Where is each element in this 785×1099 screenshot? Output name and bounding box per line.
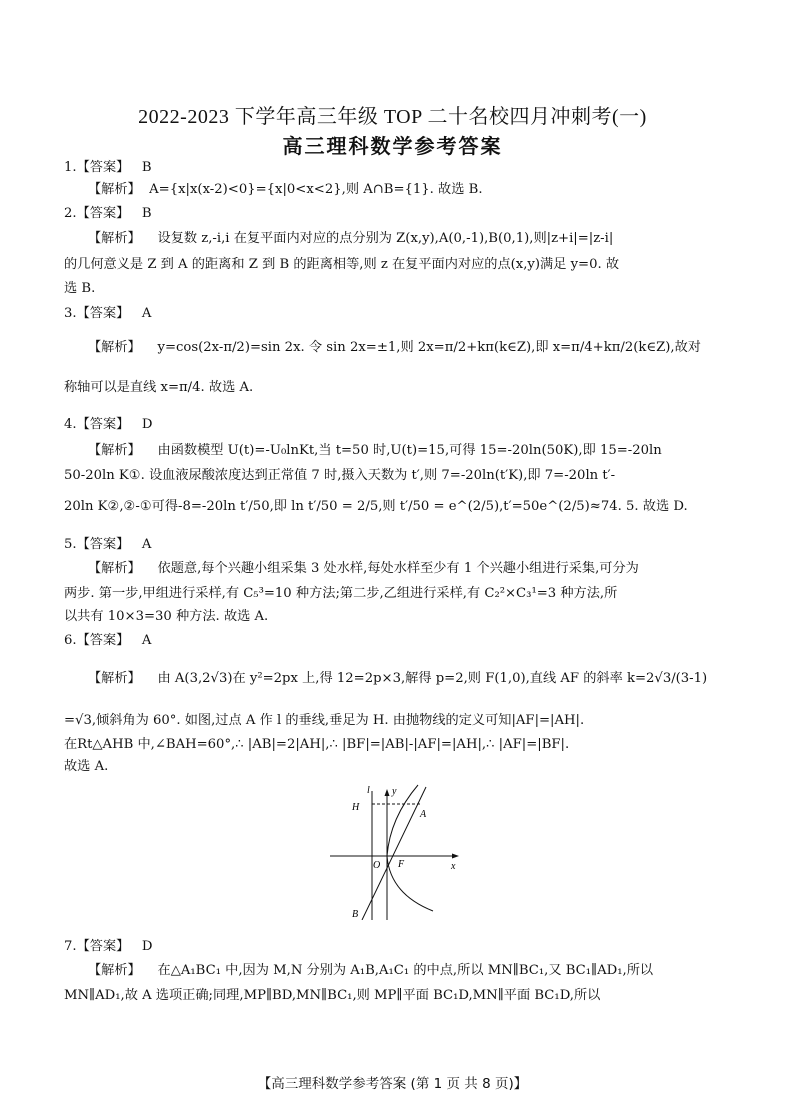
question-number: 3.	[64, 306, 77, 321]
q2-answer-row	[64, 204, 152, 224]
answer-label: 【答案】	[76, 160, 130, 175]
question-number: 5.	[64, 537, 77, 552]
analysis-label: 【解析】	[88, 671, 141, 686]
analysis-text: y=cos(2x-π/2)=sin 2x. 令 sin 2x=±1,则 2x=π/2+kπ(k∈Z),即 x=π/4+kπ/2(k∈Z),故对	[157, 340, 701, 355]
analysis-continuation: 故选 A.	[64, 759, 109, 774]
analysis-text: 由 A(3,2√3)在 y²=2px 上,得 12=2p×3,解得 p=2,则 F(1,0),直线 AF 的斜率 k=2√3/(3-1)	[157, 671, 708, 686]
q7-answer-row	[64, 937, 153, 957]
analysis-continuation: 以共有 10×3=30 种方法. 故选 A.	[64, 609, 269, 624]
answer-label: 【答案】	[76, 206, 130, 221]
answer-value: D	[141, 417, 153, 432]
q7-analysis-row	[88, 961, 765, 981]
analysis-text: A={x|x(x-2)<0}={x|0<x<2},则 A∩B={1}. 故选 B.	[149, 182, 483, 197]
y-axis-arrow	[385, 789, 390, 796]
q1-answer-row	[64, 158, 152, 178]
answer-value: A	[141, 537, 152, 552]
answer-label: 【答案】	[76, 633, 130, 648]
label-x: x	[451, 861, 456, 872]
question-number: 7.	[64, 939, 77, 954]
question-number: 4.	[64, 417, 77, 432]
analysis-continuation: 两步. 第一步,甲组进行采样,有 C₅³=10 种方法;第二步,乙组进行采样,有 C₂²×C₃¹=3 种方法,所	[64, 586, 618, 601]
analysis-text: 在△A₁BC₁ 中,因为 M,N 分别为 A₁B,A₁C₁ 的中点,所以 MN∥BC₁,又 BC₁∥AD₁,所以	[157, 963, 654, 978]
q3-answer-row	[64, 304, 151, 324]
q3-analysis-row	[88, 338, 765, 358]
label-a: A	[420, 809, 427, 820]
analysis-continuation: 20ln K②,②-①可得-8=-20ln t′/50,即 ln t′/50 = 2/5,则 t′/50 = e^(2/5),t′=50e^(2/5)≈74. 5. 故选 D.	[64, 499, 688, 514]
analysis-continuation: 在Rt△AHB 中,∠BAH=60°,∴ |AB|=2|AH|,∴ |BF|=|AB|-|AF|=|AH|,∴ |AF|=|BF|.	[64, 737, 570, 752]
answer-value: B	[141, 206, 152, 221]
analysis-label: 【解析】	[88, 182, 141, 197]
page-footer: 【高三理科数学参考答案 (第 1 页 共 8 页)】	[257, 1076, 528, 1092]
analysis-label: 【解析】	[88, 231, 141, 246]
answer-label: 【答案】	[76, 306, 130, 321]
q4-analysis-row	[88, 441, 765, 461]
question-number: 6.	[64, 633, 77, 648]
analysis-continuation: 50-20ln K①. 设血液尿酸浓度达到正常值 7 时,摄入天数为 t′,则 7=-20ln(t′K),即 7=-20ln t′-	[64, 468, 616, 483]
label-o: O	[373, 860, 381, 871]
answer-value: D	[141, 939, 153, 954]
answer-label: 【答案】	[76, 537, 130, 552]
question-number: 2.	[64, 206, 77, 221]
answer-label: 【答案】	[76, 939, 130, 954]
x-axis-arrow	[452, 854, 459, 859]
answer-value: A	[141, 633, 152, 648]
analysis-label: 【解析】	[88, 561, 141, 576]
document-title: 2022-2023 下学年高三年级 TOP 二十名校四月冲刺考(一)	[138, 106, 647, 128]
q2-analysis-row	[88, 229, 765, 249]
label-h: H	[352, 802, 360, 813]
question-number: 1.	[64, 160, 77, 175]
label-b: B	[352, 909, 359, 920]
analysis-text: 依题意,每个兴趣小组采集 3 处水样,每处水样至少有 1 个兴趣小组进行采集,可分为	[157, 561, 639, 576]
analysis-continuation: 称轴可以是直线 x=π/4. 故选 A.	[64, 380, 254, 395]
analysis-continuation: MN∥AD₁,故 A 选项正确;同理,MP∥BD,MN∥BC₁,则 MP∥平面 BC₁D,MN∥平面 BC₁D,所以	[64, 988, 601, 1003]
q5-analysis-row	[88, 559, 765, 579]
q1-analysis-row	[88, 180, 765, 200]
q4-answer-row	[64, 415, 153, 435]
analysis-continuation: =√3,倾斜角为 60°. 如图,过点 A 作 l 的垂线,垂足为 H. 由抛物线的定义可知|AF|=|AH|.	[64, 713, 585, 728]
label-f: F	[398, 859, 405, 870]
analysis-label: 【解析】	[88, 340, 141, 355]
analysis-label: 【解析】	[88, 443, 141, 458]
analysis-label: 【解析】	[88, 963, 141, 978]
document-subtitle: 高三理科数学参考答案	[282, 134, 503, 158]
answer-value: A	[141, 306, 152, 321]
answer-value: B	[141, 160, 152, 175]
q6-analysis-row	[88, 669, 765, 689]
analysis-continuation: 选 B.	[64, 281, 96, 296]
analysis-continuation: 的几何意义是 Z 到 A 的距离和 Z 到 B 的距离相等,则 z 在复平面内对应的点(x,y)满足 y=0. 故	[64, 257, 620, 272]
label-y: y	[392, 786, 397, 797]
parabola-figure	[328, 783, 463, 920]
q5-answer-row	[64, 535, 151, 555]
label-l: l	[367, 785, 370, 796]
analysis-text: 设复数 z,-i,i 在复平面内对应的点分别为 Z(x,y),A(0,-1),B(0,1),则|z+i|=|z-i|	[157, 231, 614, 246]
q6-answer-row	[64, 631, 151, 651]
analysis-text: 由函数模型 U(t)=-U₀lnKt,当 t=50 时,U(t)=15,可得 15=-20ln(50K),即 15=-20ln	[157, 443, 662, 458]
answer-label: 【答案】	[76, 417, 130, 432]
